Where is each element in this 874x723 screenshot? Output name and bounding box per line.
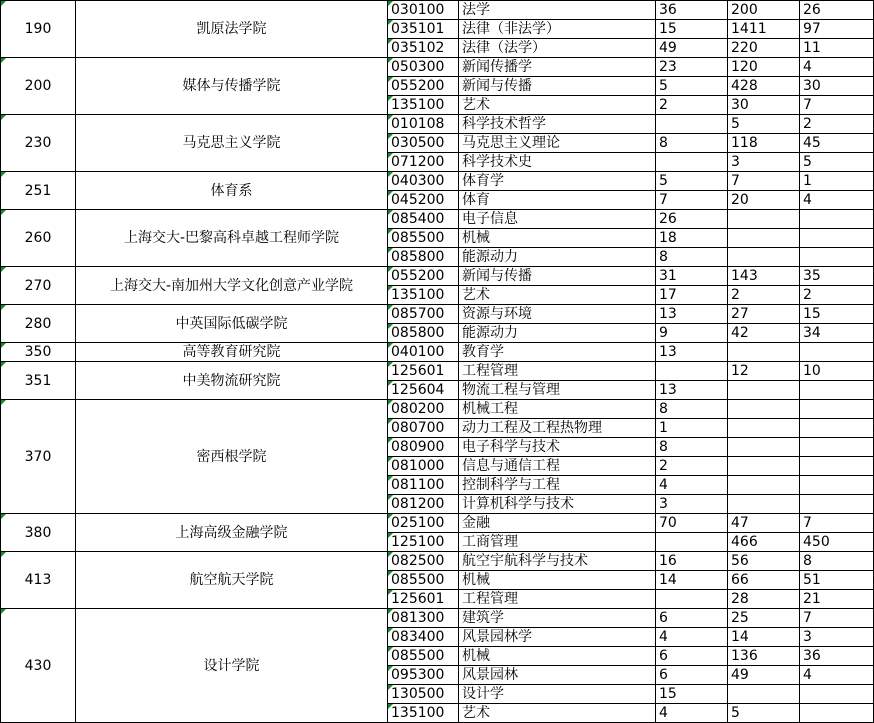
major-code-cell[interactable]: 010108: [388, 115, 459, 134]
value-cell-c[interactable]: 15: [800, 305, 874, 324]
value-cell-a[interactable]: 4: [656, 704, 728, 723]
major-name-cell[interactable]: 风景园林: [459, 666, 656, 685]
value-cell-a[interactable]: 4: [656, 628, 728, 647]
value-cell-a[interactable]: 2: [656, 457, 728, 476]
table-row: [1, 172, 874, 191]
department-code-cell[interactable]: 270: [1, 267, 76, 305]
value-cell-b[interactable]: 136: [728, 647, 800, 666]
major-name-cell[interactable]: 金融: [459, 514, 656, 533]
department-name-cell[interactable]: 上海交大-南加州大学文化创意产业学院: [76, 267, 388, 305]
value-cell-c[interactable]: 1: [800, 172, 874, 191]
major-name-cell[interactable]: 风景园林学: [459, 628, 656, 647]
value-cell-a[interactable]: [656, 590, 728, 609]
value-cell-c[interactable]: [800, 229, 874, 248]
value-cell-b[interactable]: 220: [728, 39, 800, 58]
major-code-cell[interactable]: 035101: [388, 20, 459, 39]
value-cell-c[interactable]: 36: [800, 647, 874, 666]
value-cell-a[interactable]: 2: [656, 96, 728, 115]
department-code-cell[interactable]: 280: [1, 305, 76, 343]
value-cell-a[interactable]: 23: [656, 58, 728, 77]
value-cell-c[interactable]: [800, 495, 874, 514]
major-code-cell[interactable]: 055200: [388, 77, 459, 96]
major-code-cell[interactable]: 080900: [388, 438, 459, 457]
major-code-cell[interactable]: 025100: [388, 514, 459, 533]
table-row: [1, 115, 874, 134]
department-code-cell[interactable]: 260: [1, 210, 76, 267]
major-code-cell[interactable]: 071200: [388, 153, 459, 172]
major-name-cell[interactable]: 能源动力: [459, 324, 656, 343]
major-code-cell[interactable]: 095300: [388, 666, 459, 685]
table-row: [1, 552, 874, 571]
value-cell-b[interactable]: [728, 419, 800, 438]
value-cell-b[interactable]: [728, 495, 800, 514]
major-code-cell[interactable]: 083400: [388, 628, 459, 647]
value-cell-a[interactable]: 8: [656, 248, 728, 267]
department-name-cell[interactable]: 媒体与传播学院: [76, 58, 388, 115]
value-cell-c[interactable]: 51: [800, 571, 874, 590]
value-cell-a[interactable]: 13: [656, 381, 728, 400]
major-name-cell[interactable]: 工程管理: [459, 362, 656, 381]
value-cell-c[interactable]: [800, 343, 874, 362]
value-cell-c[interactable]: [800, 438, 874, 457]
value-cell-b[interactable]: [728, 229, 800, 248]
major-name-cell[interactable]: 科学技术史: [459, 153, 656, 172]
major-code-cell[interactable]: 085700: [388, 305, 459, 324]
value-cell-a[interactable]: 8: [656, 134, 728, 153]
value-cell-a[interactable]: 6: [656, 666, 728, 685]
major-code-cell[interactable]: 082500: [388, 552, 459, 571]
value-cell-c[interactable]: 4: [800, 191, 874, 210]
table-row: [1, 362, 874, 381]
department-name-cell[interactable]: 马克思主义学院: [76, 115, 388, 172]
value-cell-a[interactable]: 31: [656, 267, 728, 286]
major-code-cell[interactable]: 081300: [388, 609, 459, 628]
department-name-cell[interactable]: 设计学院: [76, 609, 388, 723]
department-name-cell[interactable]: 密西根学院: [76, 400, 388, 514]
value-cell-a[interactable]: 15: [656, 685, 728, 704]
table-row: [1, 400, 874, 419]
table-row: [1, 1, 874, 20]
department-code-cell[interactable]: 380: [1, 514, 76, 552]
major-name-cell[interactable]: 能源动力: [459, 248, 656, 267]
value-cell-c[interactable]: 7: [800, 96, 874, 115]
value-cell-c[interactable]: 7: [800, 609, 874, 628]
major-name-cell[interactable]: 新闻与传播: [459, 77, 656, 96]
major-name-cell[interactable]: 设计学: [459, 685, 656, 704]
value-cell-b[interactable]: 66: [728, 571, 800, 590]
major-code-cell[interactable]: 085800: [388, 248, 459, 267]
department-code-cell[interactable]: 190: [1, 1, 76, 58]
value-cell-c[interactable]: 3: [800, 628, 874, 647]
department-name-cell[interactable]: 中英国际低碳学院: [76, 305, 388, 343]
department-name-cell[interactable]: 凯原法学院: [76, 1, 388, 58]
major-name-cell[interactable]: 法律（非法学）: [459, 20, 656, 39]
value-cell-c[interactable]: 2: [800, 286, 874, 305]
value-cell-c[interactable]: 34: [800, 324, 874, 343]
value-cell-b[interactable]: 5: [728, 704, 800, 723]
department-code-cell[interactable]: 230: [1, 115, 76, 172]
major-name-cell[interactable]: 机械: [459, 647, 656, 666]
value-cell-a[interactable]: 1: [656, 419, 728, 438]
value-cell-c[interactable]: 2: [800, 115, 874, 134]
major-name-cell[interactable]: 工程管理: [459, 590, 656, 609]
value-cell-a[interactable]: 3: [656, 495, 728, 514]
value-cell-c[interactable]: [800, 210, 874, 229]
value-cell-b[interactable]: 2: [728, 286, 800, 305]
major-name-cell[interactable]: 信息与通信工程: [459, 457, 656, 476]
value-cell-c[interactable]: 97: [800, 20, 874, 39]
major-name-cell[interactable]: 机械工程: [459, 400, 656, 419]
value-cell-b[interactable]: 14: [728, 628, 800, 647]
value-cell-b[interactable]: [728, 685, 800, 704]
value-cell-a[interactable]: 14: [656, 571, 728, 590]
value-cell-c[interactable]: 4: [800, 58, 874, 77]
major-code-cell[interactable]: 125601: [388, 362, 459, 381]
value-cell-b[interactable]: [728, 438, 800, 457]
value-cell-c[interactable]: 45: [800, 134, 874, 153]
value-cell-b[interactable]: 42: [728, 324, 800, 343]
value-cell-a[interactable]: 7: [656, 191, 728, 210]
major-code-cell[interactable]: 085400: [388, 210, 459, 229]
major-code-cell[interactable]: 030500: [388, 134, 459, 153]
major-name-cell[interactable]: 电子科学与技术: [459, 438, 656, 457]
value-cell-c[interactable]: 35: [800, 267, 874, 286]
department-code-cell[interactable]: 370: [1, 400, 76, 514]
value-cell-a[interactable]: 5: [656, 172, 728, 191]
value-cell-b[interactable]: 118: [728, 134, 800, 153]
major-name-cell[interactable]: 物流工程与管理: [459, 381, 656, 400]
department-code-cell[interactable]: 413: [1, 552, 76, 609]
value-cell-c[interactable]: 8: [800, 552, 874, 571]
department-code-cell[interactable]: 251: [1, 172, 76, 210]
major-name-cell[interactable]: 建筑学: [459, 609, 656, 628]
value-cell-a[interactable]: 8: [656, 400, 728, 419]
department-code-cell[interactable]: 351: [1, 362, 76, 400]
value-cell-c[interactable]: [800, 457, 874, 476]
value-cell-b[interactable]: 56: [728, 552, 800, 571]
department-code-cell[interactable]: 430: [1, 609, 76, 723]
department-name-cell[interactable]: 上海交大-巴黎高科卓越工程师学院: [76, 210, 388, 267]
value-cell-a[interactable]: [656, 115, 728, 134]
major-name-cell[interactable]: 控制科学与工程: [459, 476, 656, 495]
value-cell-c[interactable]: 7: [800, 514, 874, 533]
value-cell-a[interactable]: 49: [656, 39, 728, 58]
department-name-cell[interactable]: 高等教育研究院: [76, 343, 388, 362]
value-cell-a[interactable]: [656, 362, 728, 381]
table-row: [1, 58, 874, 77]
value-cell-b[interactable]: 1411: [728, 20, 800, 39]
value-cell-b[interactable]: [728, 248, 800, 267]
value-cell-c[interactable]: 11: [800, 39, 874, 58]
value-cell-a[interactable]: [656, 533, 728, 552]
department-code-cell[interactable]: 200: [1, 58, 76, 115]
value-cell-a[interactable]: 17: [656, 286, 728, 305]
major-name-cell[interactable]: 计算机科学与技术: [459, 495, 656, 514]
value-cell-c[interactable]: [800, 381, 874, 400]
table-row: [1, 267, 874, 286]
value-cell-b[interactable]: 428: [728, 77, 800, 96]
department-name-cell[interactable]: 中美物流研究院: [76, 362, 388, 400]
major-code-cell[interactable]: 081200: [388, 495, 459, 514]
major-name-cell[interactable]: 体育学: [459, 172, 656, 191]
value-cell-b[interactable]: 466: [728, 533, 800, 552]
major-name-cell[interactable]: 艺术: [459, 704, 656, 723]
major-name-cell[interactable]: 工商管理: [459, 533, 656, 552]
department-name-cell[interactable]: 上海高级金融学院: [76, 514, 388, 552]
value-cell-a[interactable]: 8: [656, 438, 728, 457]
major-name-cell[interactable]: 艺术: [459, 96, 656, 115]
major-name-cell[interactable]: 体育: [459, 191, 656, 210]
major-name-cell[interactable]: 机械: [459, 571, 656, 590]
value-cell-b[interactable]: 28: [728, 590, 800, 609]
value-cell-a[interactable]: 70: [656, 514, 728, 533]
major-code-cell[interactable]: 085500: [388, 647, 459, 666]
value-cell-a[interactable]: 26: [656, 210, 728, 229]
value-cell-b[interactable]: 143: [728, 267, 800, 286]
major-code-cell[interactable]: 085500: [388, 571, 459, 590]
major-name-cell[interactable]: 新闻传播学: [459, 58, 656, 77]
major-code-cell[interactable]: 085800: [388, 324, 459, 343]
major-code-cell[interactable]: 055200: [388, 267, 459, 286]
value-cell-b[interactable]: 200: [728, 1, 800, 20]
table-row: [1, 343, 874, 362]
value-cell-a[interactable]: [656, 153, 728, 172]
value-cell-a[interactable]: 36: [656, 1, 728, 20]
major-name-cell[interactable]: 教育学: [459, 343, 656, 362]
major-code-cell[interactable]: 125601: [388, 590, 459, 609]
department-code-cell[interactable]: 350: [1, 343, 76, 362]
table-row: [1, 514, 874, 533]
value-cell-c[interactable]: 4: [800, 666, 874, 685]
value-cell-c[interactable]: 21: [800, 590, 874, 609]
department-name-cell[interactable]: 体育系: [76, 172, 388, 210]
major-name-cell[interactable]: 资源与环境: [459, 305, 656, 324]
major-code-cell[interactable]: 085500: [388, 229, 459, 248]
major-code-cell[interactable]: 035102: [388, 39, 459, 58]
value-cell-c[interactable]: [800, 704, 874, 723]
major-code-cell[interactable]: 080200: [388, 400, 459, 419]
major-code-cell[interactable]: 045200: [388, 191, 459, 210]
table-body: [1, 1, 874, 723]
value-cell-b[interactable]: 49: [728, 666, 800, 685]
major-name-cell[interactable]: 法律（法学）: [459, 39, 656, 58]
value-cell-a[interactable]: 6: [656, 647, 728, 666]
value-cell-b[interactable]: [728, 476, 800, 495]
value-cell-c[interactable]: 5: [800, 153, 874, 172]
major-name-cell[interactable]: 艺术: [459, 286, 656, 305]
value-cell-b[interactable]: 20: [728, 191, 800, 210]
value-cell-a[interactable]: 13: [656, 343, 728, 362]
value-cell-a[interactable]: 13: [656, 305, 728, 324]
value-cell-b[interactable]: [728, 400, 800, 419]
major-name-cell[interactable]: 电子信息: [459, 210, 656, 229]
value-cell-c[interactable]: [800, 476, 874, 495]
value-cell-b[interactable]: 3: [728, 153, 800, 172]
major-code-cell[interactable]: 030100: [388, 1, 459, 20]
major-code-cell[interactable]: 125604: [388, 381, 459, 400]
value-cell-c[interactable]: 10: [800, 362, 874, 381]
value-cell-b[interactable]: 47: [728, 514, 800, 533]
major-code-cell[interactable]: 081100: [388, 476, 459, 495]
major-code-cell[interactable]: 135100: [388, 704, 459, 723]
value-cell-b[interactable]: 30: [728, 96, 800, 115]
major-name-cell[interactable]: 马克思主义理论: [459, 134, 656, 153]
table-row: [1, 210, 874, 229]
major-code-cell[interactable]: 050300: [388, 58, 459, 77]
table-row: [1, 609, 874, 628]
value-cell-b[interactable]: [728, 210, 800, 229]
major-name-cell[interactable]: 法学: [459, 1, 656, 20]
value-cell-b[interactable]: 120: [728, 58, 800, 77]
major-code-cell[interactable]: 080700: [388, 419, 459, 438]
value-cell-b[interactable]: [728, 343, 800, 362]
value-cell-c[interactable]: 26: [800, 1, 874, 20]
major-name-cell[interactable]: 动力工程及工程热物理: [459, 419, 656, 438]
major-name-cell[interactable]: 科学技术哲学: [459, 115, 656, 134]
value-cell-c[interactable]: 30: [800, 77, 874, 96]
value-cell-a[interactable]: 6: [656, 609, 728, 628]
value-cell-b[interactable]: 25: [728, 609, 800, 628]
table-row: [1, 305, 874, 324]
value-cell-a[interactable]: 9: [656, 324, 728, 343]
value-cell-b[interactable]: 5: [728, 115, 800, 134]
value-cell-a[interactable]: 18: [656, 229, 728, 248]
major-name-cell[interactable]: 机械: [459, 229, 656, 248]
major-code-cell[interactable]: 040300: [388, 172, 459, 191]
value-cell-a[interactable]: 5: [656, 77, 728, 96]
major-code-cell[interactable]: 040100: [388, 343, 459, 362]
major-code-cell[interactable]: 081000: [388, 457, 459, 476]
value-cell-a[interactable]: 15: [656, 20, 728, 39]
major-code-cell[interactable]: 130500: [388, 685, 459, 704]
value-cell-c[interactable]: 450: [800, 533, 874, 552]
major-name-cell[interactable]: 新闻与传播: [459, 267, 656, 286]
value-cell-a[interactable]: 16: [656, 552, 728, 571]
value-cell-c[interactable]: [800, 419, 874, 438]
value-cell-c[interactable]: [800, 685, 874, 704]
value-cell-b[interactable]: [728, 381, 800, 400]
department-name-cell[interactable]: 航空航天学院: [76, 552, 388, 609]
value-cell-b[interactable]: 12: [728, 362, 800, 381]
major-name-cell[interactable]: 航空宇航科学与技术: [459, 552, 656, 571]
value-cell-b[interactable]: 7: [728, 172, 800, 191]
major-code-cell[interactable]: 135100: [388, 286, 459, 305]
major-code-cell[interactable]: 135100: [388, 96, 459, 115]
major-code-cell[interactable]: 125100: [388, 533, 459, 552]
value-cell-c[interactable]: [800, 248, 874, 267]
value-cell-c[interactable]: [800, 400, 874, 419]
value-cell-b[interactable]: [728, 457, 800, 476]
value-cell-a[interactable]: 4: [656, 476, 728, 495]
value-cell-b[interactable]: 27: [728, 305, 800, 324]
